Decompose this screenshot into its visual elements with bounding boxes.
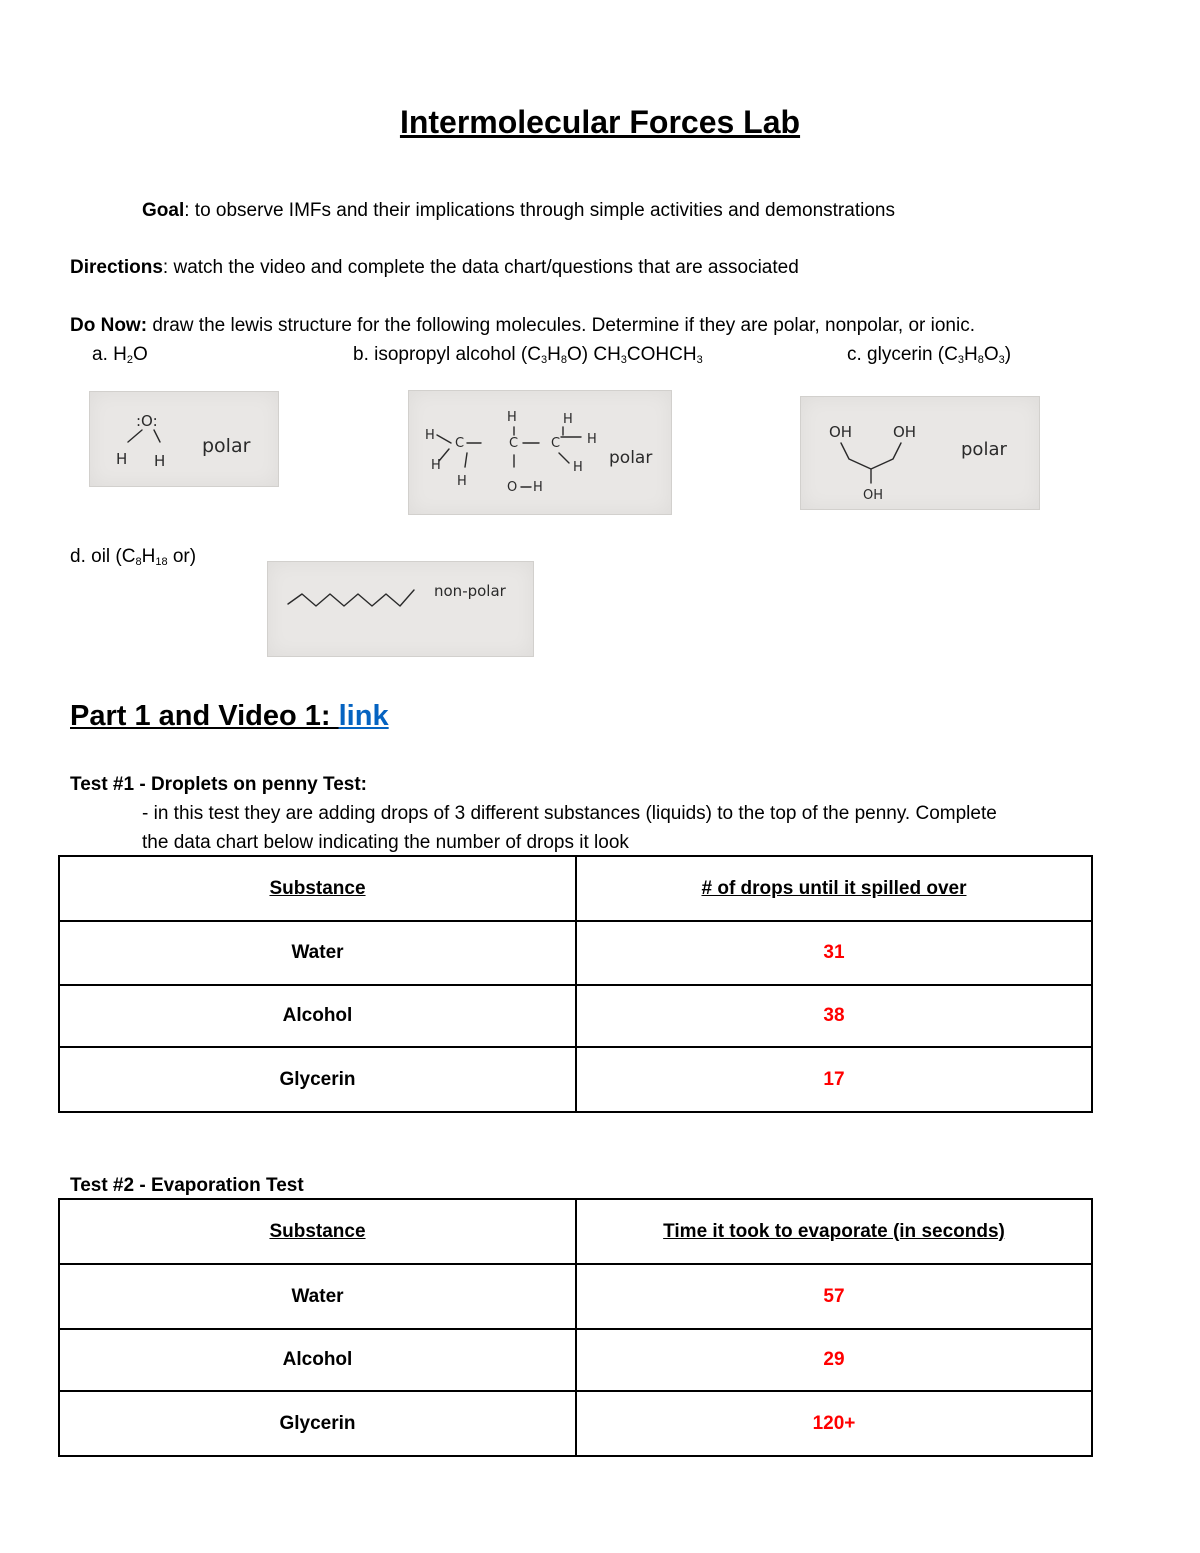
svg-text:H: H — [425, 428, 435, 443]
test2-heading: Test #2 - Evaporation Test — [70, 1175, 304, 1196]
test1-description-line1: - in this test they are adding drops of 3 different substances (liquids) to the top of the penny. Complete — [142, 803, 997, 824]
directions-text: : watch the video and complete the data chart/questions that are associated — [162, 257, 799, 278]
table-header-row — [59, 1199, 1092, 1264]
drawing-water — [89, 391, 279, 487]
table-row — [59, 921, 1092, 985]
svg-text:C: C — [551, 436, 561, 451]
substance-cell: Glycerin — [59, 1047, 576, 1112]
table-row — [59, 1391, 1092, 1456]
svg-text:OH: OH — [829, 423, 853, 441]
substance-cell: Glycerin — [59, 1391, 576, 1456]
oil-zigzag-structure — [268, 562, 533, 656]
table-row — [59, 1264, 1092, 1329]
drops-value-cell: 31 — [576, 921, 1092, 985]
substance-cell: Water — [59, 921, 576, 985]
svg-text:C: C — [455, 436, 465, 451]
directions-line — [70, 256, 799, 280]
molecule-a: a. $H_2O$ — [92, 344, 148, 366]
directions-label: Directions — [70, 257, 163, 278]
isopropyl-lewis-structure — [409, 391, 671, 514]
table-row — [59, 1329, 1092, 1391]
page-title: Intermolecular Forces Lab — [399, 104, 801, 140]
goal-text: : to observe IMFs and their implications through simple activities and demonstrations — [184, 200, 895, 221]
test1-table — [58, 855, 1093, 1113]
svg-text:H: H — [587, 432, 597, 447]
svg-text:O: O — [507, 480, 518, 495]
col-drops-header: # of drops until it spilled over — [576, 856, 1092, 921]
do-now-line — [70, 314, 975, 338]
svg-text:H: H — [431, 458, 441, 473]
substance-cell: Water — [59, 1264, 576, 1329]
table-row — [59, 985, 1092, 1047]
water-lewis-structure — [90, 392, 278, 486]
drawing-oil — [267, 561, 534, 657]
substance-cell: Alcohol — [59, 1329, 576, 1391]
table-row — [59, 1047, 1092, 1112]
do-now-label: Do Now: — [70, 315, 148, 336]
substance-cell: Alcohol — [59, 985, 576, 1047]
svg-text:H: H — [154, 452, 166, 470]
svg-text:H: H — [507, 410, 517, 425]
svg-text:non-polar: non-polar — [434, 582, 506, 600]
part1-heading: Part 1 and Video 1: link — [70, 700, 389, 732]
test1-description-line2: the data chart below indicating the number of drops it look — [142, 832, 629, 853]
drops-value-cell: 17 — [576, 1047, 1092, 1112]
drawing-isopropyl-alcohol — [408, 390, 672, 515]
svg-text:H: H — [116, 450, 128, 468]
drops-value-cell: 38 — [576, 985, 1092, 1047]
goal-line — [142, 199, 895, 223]
col-substance-header: Substance — [59, 1199, 576, 1264]
molecule-b: b. isopropyl alcohol $(C_3H_8O)$ $CH_3COHCH_3$ — [353, 344, 703, 366]
time-value-cell: 57 — [576, 1264, 1092, 1329]
col-substance-header: Substance — [59, 856, 576, 921]
table-header-row — [59, 856, 1092, 921]
svg-text:OH: OH — [893, 423, 917, 441]
svg-text:polar: polar — [202, 435, 251, 457]
svg-text:H: H — [457, 474, 467, 489]
col-evaporation-header: Time it took to evaporate (in seconds) — [576, 1199, 1092, 1264]
time-value-cell: 29 — [576, 1329, 1092, 1391]
svg-text:polar: polar — [961, 439, 1007, 460]
molecule-d: d. oil ($C_8H_{18}$ or) — [70, 546, 197, 568]
svg-text:C: C — [509, 436, 519, 451]
goal-label: Goal — [142, 200, 185, 221]
svg-text:H: H — [533, 480, 543, 495]
test2-table — [58, 1198, 1093, 1457]
glycerin-skeletal-structure — [801, 397, 1039, 509]
drawing-glycerin — [800, 396, 1040, 510]
svg-text::O:: :O: — [136, 412, 158, 430]
svg-text:H: H — [563, 412, 573, 427]
svg-text:H: H — [573, 460, 583, 475]
svg-text:OH: OH — [863, 488, 884, 503]
video-link[interactable]: link — [338, 700, 389, 732]
molecule-c: c. glycerin $(C_3H_8O_3)$ — [847, 344, 1012, 366]
test1-heading: Test #1 - Droplets on penny Test: — [70, 774, 368, 795]
do-now-text: draw the lewis structure for the following molecules. Determine if they are polar, nonpolar, or ionic. — [147, 315, 976, 336]
svg-text:polar: polar — [609, 448, 653, 468]
time-value-cell: 120+ — [576, 1391, 1092, 1456]
